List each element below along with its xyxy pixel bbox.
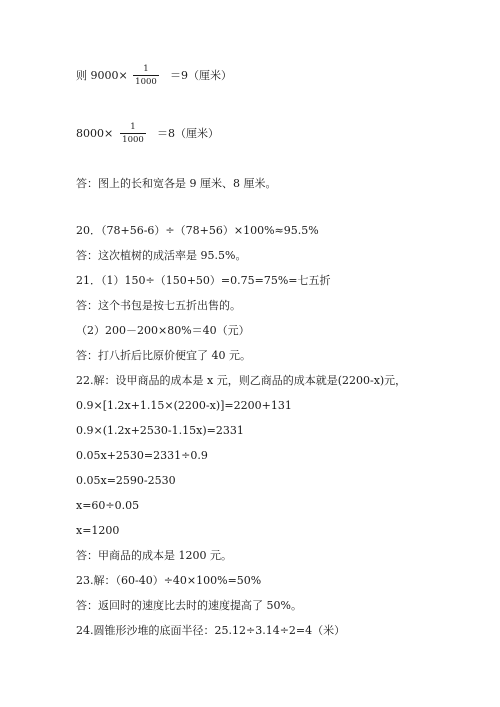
problem-22-equation-3: 0.05x+2530=2331÷0.9 [76, 449, 208, 462]
fraction-bar [133, 75, 159, 76]
equation-8000-prefix: 8000× [76, 127, 114, 140]
problem-20-solution: 20．（78+56-6）÷（78+56）×100%≈95.5% [76, 224, 319, 237]
problem-22-equation-5: x=60÷0.05 [76, 499, 140, 512]
equation-9000-suffix: ＝9（厘米） [170, 69, 232, 82]
problem-21-part-1: 21．（1）150÷（150+50）=0.75=75%=七五折 [76, 274, 331, 287]
answer-line-survival-rate: 答：这次植树的成活率是 95.5%。 [76, 249, 247, 262]
fraction-1-1000 [120, 122, 146, 145]
problem-24-radius: 24.圆锥形沙堆的底面半径：25.12÷3.14÷2=4（米） [76, 624, 346, 637]
fraction-1-1000 [133, 64, 159, 87]
answer-line-dimensions: 答：图上的长和宽各是 9 厘米、8 厘米。 [76, 177, 277, 190]
answer-line-cost: 答：甲商品的成本是 1200 元。 [76, 549, 232, 562]
fraction-denominator: 1000 [135, 77, 157, 87]
fraction-numerator: 1 [130, 122, 136, 132]
answer-line-savings: 答：打八折后比原价便宜了 40 元。 [76, 349, 251, 362]
answer-line-speed: 答：返回时的速度比去时的速度提高了 50%。 [76, 599, 302, 612]
fraction-bar [120, 133, 146, 134]
problem-22-equation-1: 0.9×[1.2x+1.15×(2200-x)]=2200+131 [76, 399, 292, 412]
problem-23-solution: 23.解：（60-40）÷40×100%=50% [76, 574, 262, 587]
fraction-denominator: 1000 [122, 135, 144, 145]
fraction-numerator: 1 [143, 64, 149, 74]
answer-line-discount: 答：这个书包是按七五折出售的。 [76, 299, 241, 312]
equation-9000-prefix: 则 9000× [76, 69, 128, 82]
problem-21-part-2: （2）200－200×80%＝40（元） [76, 324, 250, 337]
problem-22-equation-6: x=1200 [76, 524, 120, 537]
problem-22-equation-2: 0.9×(1.2x+2530-1.15x)=2331 [76, 424, 244, 437]
problem-22-equation-4: 0.05x=2590-2530 [76, 474, 176, 487]
problem-22-setup: 22.解：设甲商品的成本是 x 元，则乙商品的成本就是(2200-x)元， [76, 374, 407, 387]
equation-8000-suffix: ＝8（厘米） [157, 127, 219, 140]
